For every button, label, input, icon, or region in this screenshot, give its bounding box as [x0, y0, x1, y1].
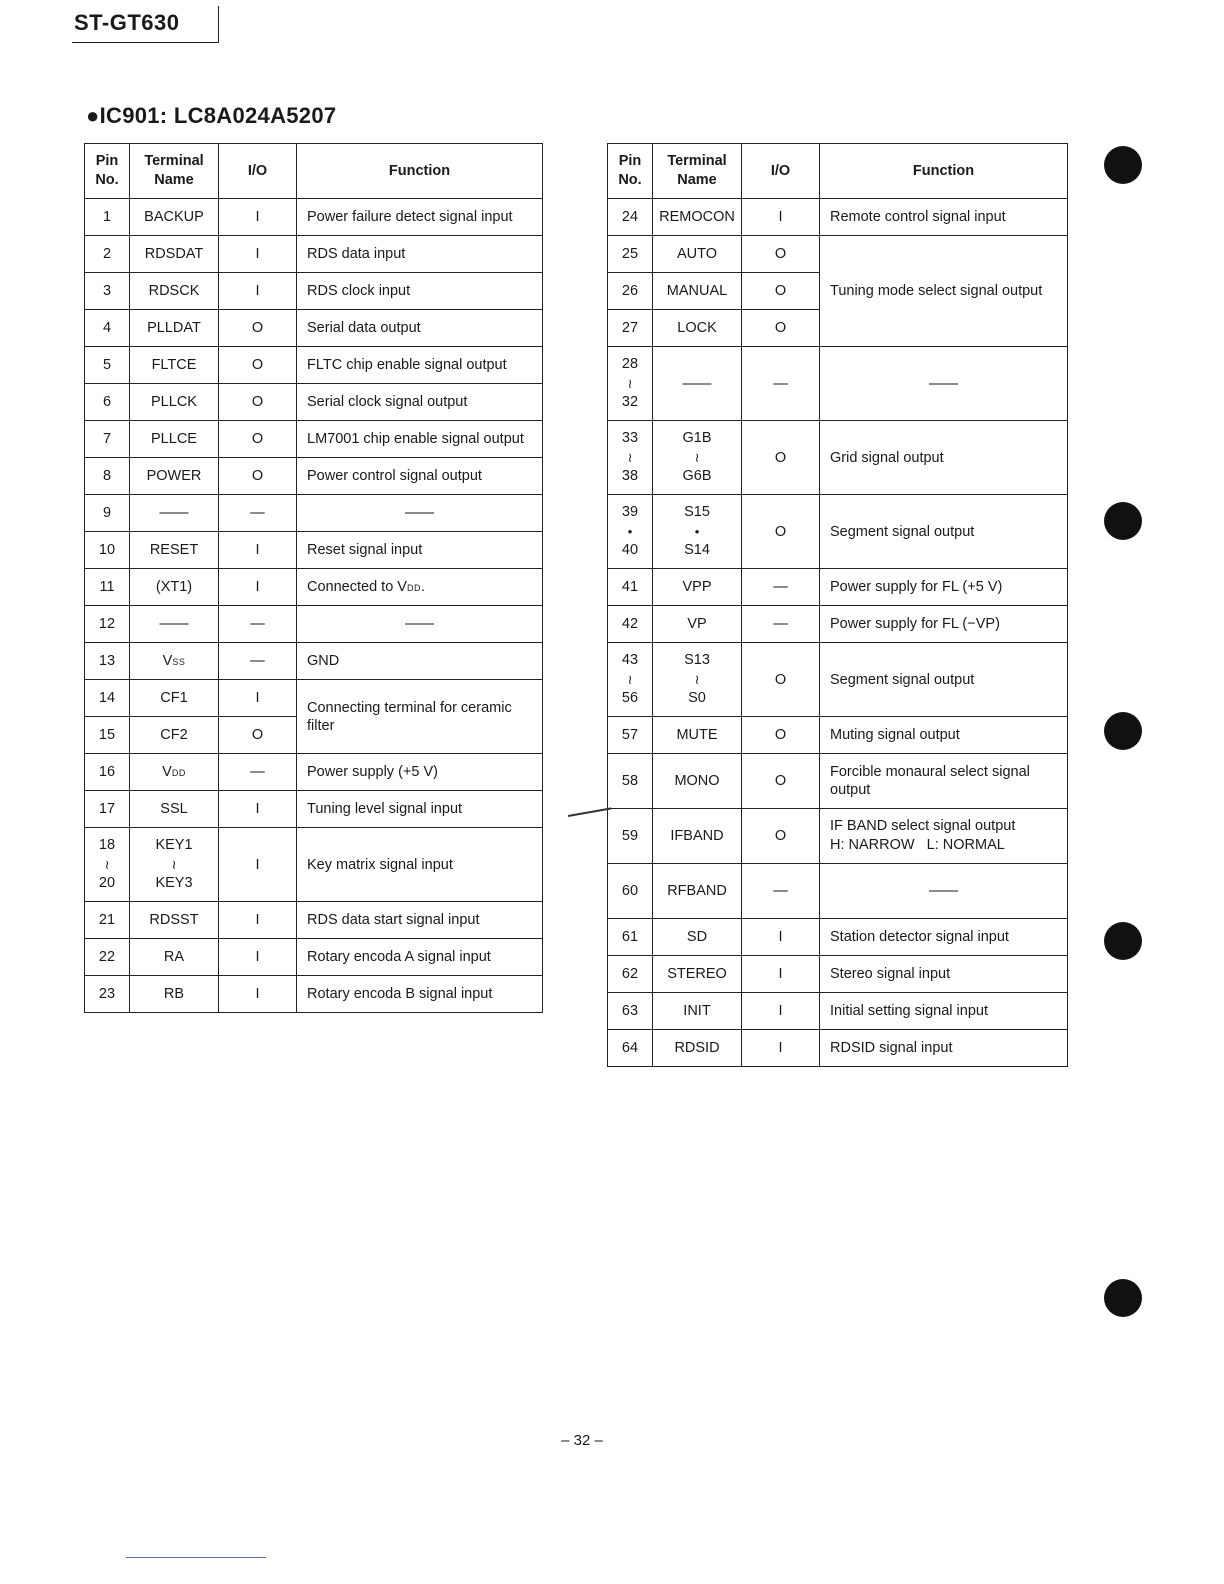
table-cell: 13: [85, 643, 130, 680]
table-cell: FLTC chip enable signal output: [297, 347, 543, 384]
table-cell: Rotary encoda B signal input: [297, 976, 543, 1013]
table-cell: ——: [297, 606, 543, 643]
col-pin-no: Pin No.: [608, 144, 653, 199]
table-cell: I: [219, 199, 297, 236]
table-cell: RDSID: [653, 1030, 742, 1067]
table-row: [608, 569, 1068, 606]
cell-text: G1B: [682, 430, 712, 446]
table-cell: RDSST: [130, 902, 219, 939]
table-row: [608, 919, 1068, 956]
cell-text: •: [694, 524, 700, 539]
table-cell: I: [219, 902, 297, 939]
table-cell: O: [742, 495, 820, 569]
table-row: [608, 199, 1068, 236]
table-cell: —: [742, 606, 820, 643]
col-function: Function: [820, 144, 1068, 199]
table-cell: 27: [608, 310, 653, 347]
section-title: ●IC901: LC8A024A5207: [86, 103, 337, 128]
cell-text: S15: [684, 504, 710, 520]
table-cell: O: [742, 310, 820, 347]
binder-hole-dot: [1104, 146, 1142, 184]
table-cell: VPP: [653, 569, 742, 606]
cell-text: SS: [172, 656, 186, 667]
cell-text: 33: [621, 430, 639, 446]
table-row: [85, 421, 543, 458]
table-cell: I: [219, 532, 297, 569]
table-cell: I: [219, 828, 297, 902]
table-cell: 24: [608, 199, 653, 236]
table-row: [608, 717, 1068, 754]
table-row: [85, 199, 543, 236]
table-cell: Power supply (+5 V): [297, 754, 543, 791]
table-cell: —: [219, 495, 297, 532]
cell-text: 32: [621, 394, 639, 410]
table-cell: Muting signal output: [820, 717, 1068, 754]
table-cell: REMOCON: [653, 199, 742, 236]
cell-text: DD: [171, 767, 186, 778]
table-cell: Remote control signal input: [820, 199, 1068, 236]
cell-text: 40: [621, 542, 639, 558]
table-cell: ——: [130, 495, 219, 532]
table-cell: —: [219, 606, 297, 643]
table-row: [608, 606, 1068, 643]
table-cell: 12: [85, 606, 130, 643]
table-cell: RFBAND: [653, 864, 742, 919]
cell-text: V: [162, 652, 173, 669]
table-cell: MONO: [653, 754, 742, 809]
table-cell: Power control signal output: [297, 458, 543, 495]
table-row: [85, 532, 543, 569]
table-cell: [130, 754, 219, 791]
table-cell: ——: [653, 347, 742, 421]
table-cell: 22: [85, 939, 130, 976]
table-cell: RDSDAT: [130, 236, 219, 273]
table-cell: 62: [608, 956, 653, 993]
cell-text: ≀: [627, 450, 633, 465]
table-cell: Segment signal output: [820, 495, 1068, 569]
table-cell: [608, 495, 653, 569]
table-row: [85, 606, 543, 643]
binder-hole-dot: [1104, 712, 1142, 750]
table-cell: RA: [130, 939, 219, 976]
table-cell: Initial setting signal input: [820, 993, 1068, 1030]
table-cell: O: [742, 643, 820, 717]
cell-text: ≀: [171, 857, 177, 872]
cell-text: KEY1: [155, 837, 193, 853]
table-row: [608, 347, 1068, 421]
table-cell: PLLDAT: [130, 310, 219, 347]
table-cell: Reset signal input: [297, 532, 543, 569]
table-cell: Forcible monaural select signal output: [820, 754, 1068, 809]
table-row: [85, 384, 543, 421]
table-row: [85, 347, 543, 384]
cell-text: 20: [98, 875, 116, 891]
col-function: Function: [297, 144, 543, 199]
table-cell: I: [742, 1030, 820, 1067]
col-pin-no: Pin No.: [85, 144, 130, 199]
table-cell: [130, 643, 219, 680]
table-cell: (XT1): [130, 569, 219, 606]
table-cell: I: [219, 680, 297, 717]
table-cell: —: [742, 864, 820, 919]
table-cell: STEREO: [653, 956, 742, 993]
table-row: [608, 421, 1068, 495]
table-header-row: [608, 144, 1068, 199]
cell-text: S0: [688, 690, 706, 706]
header-box: [72, 6, 219, 43]
table-cell: Grid signal output: [820, 421, 1068, 495]
cell-text: ≀: [694, 672, 700, 687]
cell-text: V: [162, 763, 172, 780]
table-cell: 17: [85, 791, 130, 828]
table-cell: PLLCE: [130, 421, 219, 458]
table-cell: Tuning mode select signal output: [820, 236, 1068, 347]
table-cell: RB: [130, 976, 219, 1013]
table-cell: O: [742, 717, 820, 754]
table-cell: LM7001 chip enable signal output: [297, 421, 543, 458]
table-cell: Segment signal output: [820, 643, 1068, 717]
table-row: [608, 993, 1068, 1030]
table-header-row: [85, 144, 543, 199]
cell-text: ≀: [104, 857, 110, 872]
table-cell: ——: [297, 495, 543, 532]
col-io: I/O: [219, 144, 297, 199]
table-row: [85, 680, 543, 717]
binder-hole-dot: [1104, 502, 1142, 540]
table-row: [608, 236, 1068, 273]
col-io: I/O: [742, 144, 820, 199]
table-cell: 14: [85, 680, 130, 717]
table-cell: 57: [608, 717, 653, 754]
table-cell: [85, 828, 130, 902]
cell-text: ≀: [627, 672, 633, 687]
table-cell: 64: [608, 1030, 653, 1067]
table-cell: INIT: [653, 993, 742, 1030]
table-cell: [130, 828, 219, 902]
cell-text: G6B: [682, 468, 712, 484]
table-row: [85, 458, 543, 495]
table-row: [85, 902, 543, 939]
table-cell: RDSCK: [130, 273, 219, 310]
table-cell: LOCK: [653, 310, 742, 347]
table-cell: [297, 569, 543, 606]
table-cell: Power supply for FL (−VP): [820, 606, 1068, 643]
table-cell: Serial data output: [297, 310, 543, 347]
cell-text: ≀: [694, 450, 700, 465]
table-row: [608, 864, 1068, 919]
cell-text: 28: [621, 356, 639, 372]
table-cell: [653, 643, 742, 717]
table-cell: O: [219, 717, 297, 754]
table-cell: O: [219, 310, 297, 347]
table-cell: I: [219, 569, 297, 606]
table-row: [85, 976, 543, 1013]
col-terminal-name: Terminal Name: [130, 144, 219, 199]
cell-text: S13: [684, 652, 710, 668]
table-cell: [608, 421, 653, 495]
table-cell: 1: [85, 199, 130, 236]
table-row: [608, 495, 1068, 569]
table-cell: BACKUP: [130, 199, 219, 236]
table-cell: FLTCE: [130, 347, 219, 384]
table-row: [85, 310, 543, 347]
table-cell: O: [742, 754, 820, 809]
table-cell: O: [219, 421, 297, 458]
table-cell: [608, 347, 653, 421]
table-cell: 7: [85, 421, 130, 458]
table-cell: [653, 495, 742, 569]
table-cell: RDS clock input: [297, 273, 543, 310]
table-cell: —: [742, 347, 820, 421]
table-cell: 10: [85, 532, 130, 569]
table-cell: RESET: [130, 532, 219, 569]
table-cell: 9: [85, 495, 130, 532]
table-cell: 42: [608, 606, 653, 643]
table-row: [608, 643, 1068, 717]
table-cell: —: [219, 643, 297, 680]
table-cell: Rotary encoda A signal input: [297, 939, 543, 976]
table-cell: —: [219, 754, 297, 791]
table-cell: POWER: [130, 458, 219, 495]
cell-text: 38: [621, 468, 639, 484]
table-row: [85, 569, 543, 606]
table-cell: O: [742, 421, 820, 495]
table-cell: I: [219, 939, 297, 976]
table-row: [85, 236, 543, 273]
table-row: [608, 1030, 1068, 1067]
table-cell: 26: [608, 273, 653, 310]
scan-artifact-line: [126, 1557, 266, 1558]
table-cell: 11: [85, 569, 130, 606]
cell-text: KEY3: [155, 875, 193, 891]
table-cell: I: [219, 236, 297, 273]
table-row: [608, 754, 1068, 809]
table-cell: O: [219, 458, 297, 495]
table-row: [85, 754, 543, 791]
cell-text: 43: [621, 652, 639, 668]
binder-hole-dot: [1104, 922, 1142, 960]
table-row: [85, 791, 543, 828]
table-cell: SD: [653, 919, 742, 956]
table-cell: 63: [608, 993, 653, 1030]
table-cell: [820, 809, 1068, 864]
table-cell: Stereo signal input: [820, 956, 1068, 993]
table-row: [85, 828, 543, 902]
table-cell: I: [742, 956, 820, 993]
table-cell: O: [219, 384, 297, 421]
table-cell: O: [742, 273, 820, 310]
cell-text: DD: [406, 582, 421, 593]
table-row: [85, 643, 543, 680]
table-cell: AUTO: [653, 236, 742, 273]
table-cell: —: [742, 569, 820, 606]
table-cell: O: [742, 809, 820, 864]
table-cell: I: [742, 919, 820, 956]
table-cell: Serial clock signal output: [297, 384, 543, 421]
table-cell: I: [219, 273, 297, 310]
table-cell: Connecting terminal for ceramic filter: [297, 680, 543, 754]
table-cell: [653, 421, 742, 495]
table-cell: 6: [85, 384, 130, 421]
cell-text: H: NARROW L: NORMAL: [830, 837, 1005, 853]
page-number: – 32 –: [561, 1432, 603, 1449]
table-row: [85, 939, 543, 976]
table-cell: 5: [85, 347, 130, 384]
table-cell: 4: [85, 310, 130, 347]
cell-text: 39: [621, 504, 639, 520]
table-cell: CF1: [130, 680, 219, 717]
model-name: ST-GT630: [74, 10, 180, 35]
cell-text: ≀: [627, 376, 633, 391]
pin-table-left: [84, 143, 543, 1013]
table-cell: ——: [130, 606, 219, 643]
table-cell: CF2: [130, 717, 219, 754]
table-cell: 16: [85, 754, 130, 791]
table-cell: 59: [608, 809, 653, 864]
table-cell: ——: [820, 864, 1068, 919]
table-row: [85, 495, 543, 532]
table-cell: O: [742, 236, 820, 273]
table-cell: I: [742, 993, 820, 1030]
table-cell: Key matrix signal input: [297, 828, 543, 902]
table-cell: 23: [85, 976, 130, 1013]
table-cell: [608, 643, 653, 717]
table-cell: IFBAND: [653, 809, 742, 864]
col-terminal-name: Terminal Name: [653, 144, 742, 199]
table-row: [608, 809, 1068, 864]
table-cell: 60: [608, 864, 653, 919]
table-cell: O: [219, 347, 297, 384]
cell-text: .: [420, 578, 425, 595]
table-cell: 3: [85, 273, 130, 310]
table-cell: 58: [608, 754, 653, 809]
table-cell: Station detector signal input: [820, 919, 1068, 956]
table-row: [85, 273, 543, 310]
table-cell: 41: [608, 569, 653, 606]
table-cell: Power supply for FL (+5 V): [820, 569, 1068, 606]
table-cell: GND: [297, 643, 543, 680]
table-cell: I: [219, 976, 297, 1013]
table-cell: 61: [608, 919, 653, 956]
binder-hole-dot: [1104, 1279, 1142, 1317]
table-cell: I: [219, 791, 297, 828]
table-cell: RDSID signal input: [820, 1030, 1068, 1067]
table-cell: I: [742, 199, 820, 236]
table-cell: Power failure detect signal input: [297, 199, 543, 236]
table-cell: MUTE: [653, 717, 742, 754]
table-cell: 2: [85, 236, 130, 273]
table-cell: MANUAL: [653, 273, 742, 310]
table-cell: 8: [85, 458, 130, 495]
table-cell: VP: [653, 606, 742, 643]
table-cell: 21: [85, 902, 130, 939]
cell-text: •: [627, 524, 633, 539]
table-row: [608, 956, 1068, 993]
cell-text: 56: [621, 690, 639, 706]
table-cell: 15: [85, 717, 130, 754]
table-cell: PLLCK: [130, 384, 219, 421]
cell-text: IF BAND select signal output: [830, 818, 1016, 834]
cell-text: Connected to V: [307, 578, 407, 595]
table-cell: Tuning level signal input: [297, 791, 543, 828]
table-cell: RDS data input: [297, 236, 543, 273]
table-cell: 25: [608, 236, 653, 273]
pin-table-right: [607, 143, 1068, 1067]
table-cell: SSL: [130, 791, 219, 828]
cell-text: S14: [684, 542, 710, 558]
scan-artifact-line: [568, 807, 612, 816]
cell-text: 18: [98, 837, 116, 853]
table-cell: RDS data start signal input: [297, 902, 543, 939]
table-cell: ——: [820, 347, 1068, 421]
